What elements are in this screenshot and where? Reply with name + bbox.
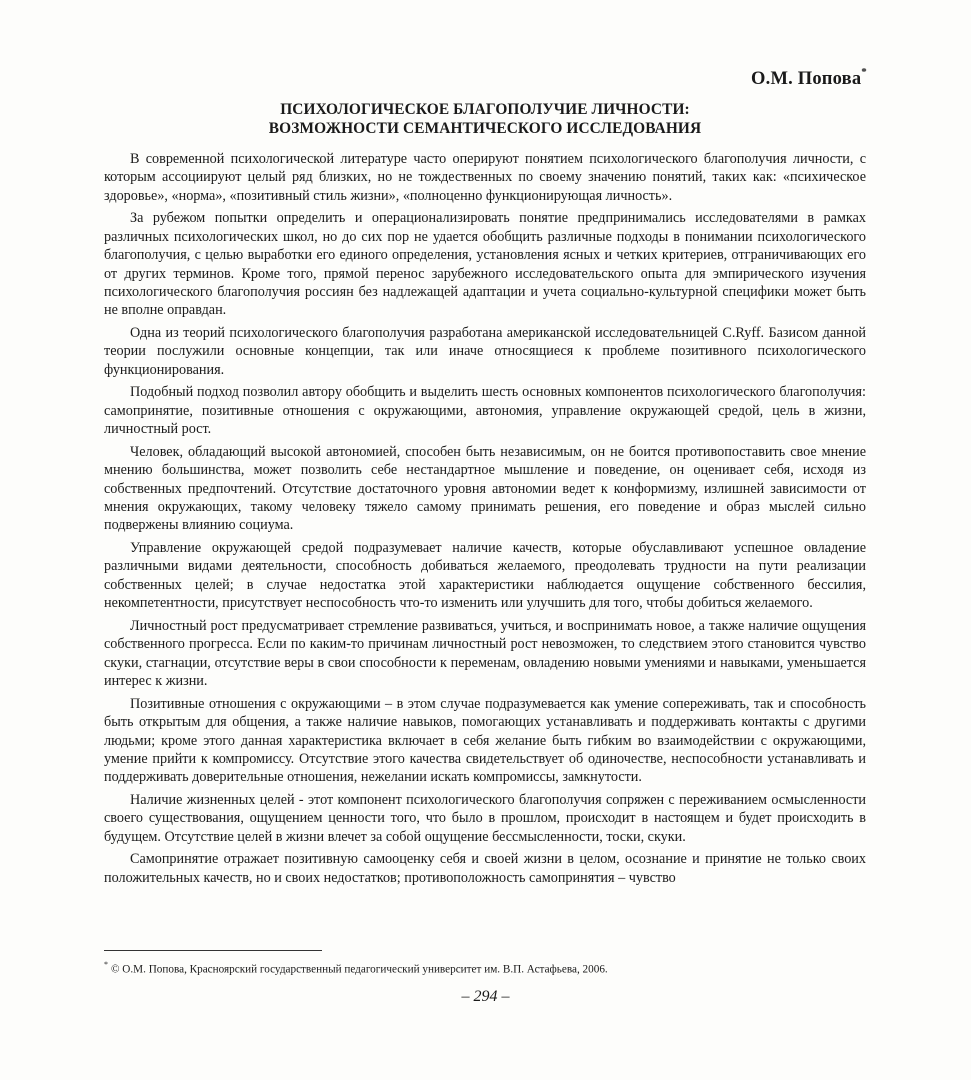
footnote-divider [104,950,322,951]
paragraph: В современной психологической литературе часто оперируют понятием психологического благополучия личности, с которым ассоциируют целый ряд близких, но не тождественных по своему значению понятий, таких как: «психическое здоровье», «норма», «позитивный стиль жизни», «полноценно функционирующая личность». [104,151,866,204]
paragraph: Позитивные отношения с окружающими – в этом случае подразумевается как умение сопереживать, так и способность быть открытым для общения, а также наличие навыков, помогающих устанавливать и поддерживать контакты с другими людьми; кроме этого данная характеристика включает в себя желание быть гибким во взаимодействии с окружающими, умение прийти к компромиссу. Отсутствие этого качества свидетельствует об одиночестве, неспособности устанавливать и поддерживать доверительные отношения, нежелании искать компромиссы, замкнутости. [104,695,866,786]
article-body [104,150,866,891]
title-line-1: ПСИХОЛОГИЧЕСКОЕ БЛАГОПОЛУЧИЕ ЛИЧНОСТИ: [280,101,690,118]
footnote-mark: * [104,960,108,969]
page-number: – 294 – [461,988,510,1005]
title-line-2: ВОЗМОЖНОСТИ СЕМАНТИЧЕСКОГО ИССЛЕДОВАНИЯ [268,120,702,137]
paragraph: За рубежом попытки определить и операционализировать понятие предпринимались исследователями в рамках различных психологических школ, но до сих пор не удается обобщить различные подходы в понимании психологического благополучия, с целью выработки его единого определения, установления ясных и четких критериев, отграничивающих его от других терминов. Кроме того, прямой перенос зарубежного исследовательского опыта для эмпирического изучения психологического благополучия россиян без надлежащей адаптации и учета социально-культурной специфики может быть не вполне оправдан. [104,210,866,319]
paragraph: Управление окружающей средой подразумевает наличие качеств, которые обуславливают успешное овладение различными видами деятельности, способность добиваться желаемого, преодолевать трудности на пути реализации собственных целей; в случае недостатка этой характеристики наблюдается ощущение собственного бессилия, некомпетентности, присутствует неспособность что-то изменить или улучшить для того, чтобы добиться желаемого. [104,540,866,612]
paragraph: Наличие жизненных целей - этот компонент психологического благополучия сопряжен с переживанием осмысленности своего существования, ощущением ценности того, что было в прошлом, происходит в настоящем и будет происходить в будущем. Отсутствие целей в жизни влечет за собой ощущение бессмысленности, тоски, скуки. [104,791,866,845]
paragraph: Подобный подход позволил автору обобщить и выделить шесть основных компонентов психологического благополучия: самопринятие, позитивные отношения с окружающими, автономия, управление окружающей средой, цель в жизни, личностный рост. [104,384,866,438]
paragraph: Самопринятие отражает позитивную самооценку себя и своей жизни в целом, осознание и принятие не только своих положительных качеств, но и своих недостатков; противоположность самопринятия – чувство [104,851,866,886]
footnote-text: © О.М. Попова, Красноярский государственный педагогический университет им. В.П. Астафьева, 2006. [111,963,608,976]
article-title [100,100,870,138]
author-name: О.М. Попова* [751,66,867,90]
paragraph: Личностный рост предусматривает стремление развиваться, учиться, и воспринимать новое, а также наличие ощущения собственного прогресса. Если по каким-то причинам личностный рост невозможен, то следствием этого становится чувство скуки, стагнации, отсутствие веры в свои способности к переменам, овладению новыми умениями и навыками, уменьшается интерес к жизни. [104,617,866,690]
paragraph: Одна из теорий психологического благополучия разработана американской исследовательницей С.Ryff. Базисом данной теории послужили основные концепции, так или иначе относящиеся к проблеме позитивного психологического функционирования. [104,325,866,378]
paragraph: Человек, обладающий высокой автономией, способен быть независимым, он не боится противопоставить свое мнение мнению большинства, может позволить себе нестандартное мышление и поведение, он оценивает себя, исходя из собственных предпочтений. Отсутствие достаточного уровня автономии ведет к конформизму, излишней зависимости от мнения окружающих, такому человеку тяжело самому принимать решения, его поведение и образ мыслей сильно подвержены влиянию социума. [104,443,866,534]
author-footnote-mark: * [861,66,867,78]
footnote [104,959,608,977]
